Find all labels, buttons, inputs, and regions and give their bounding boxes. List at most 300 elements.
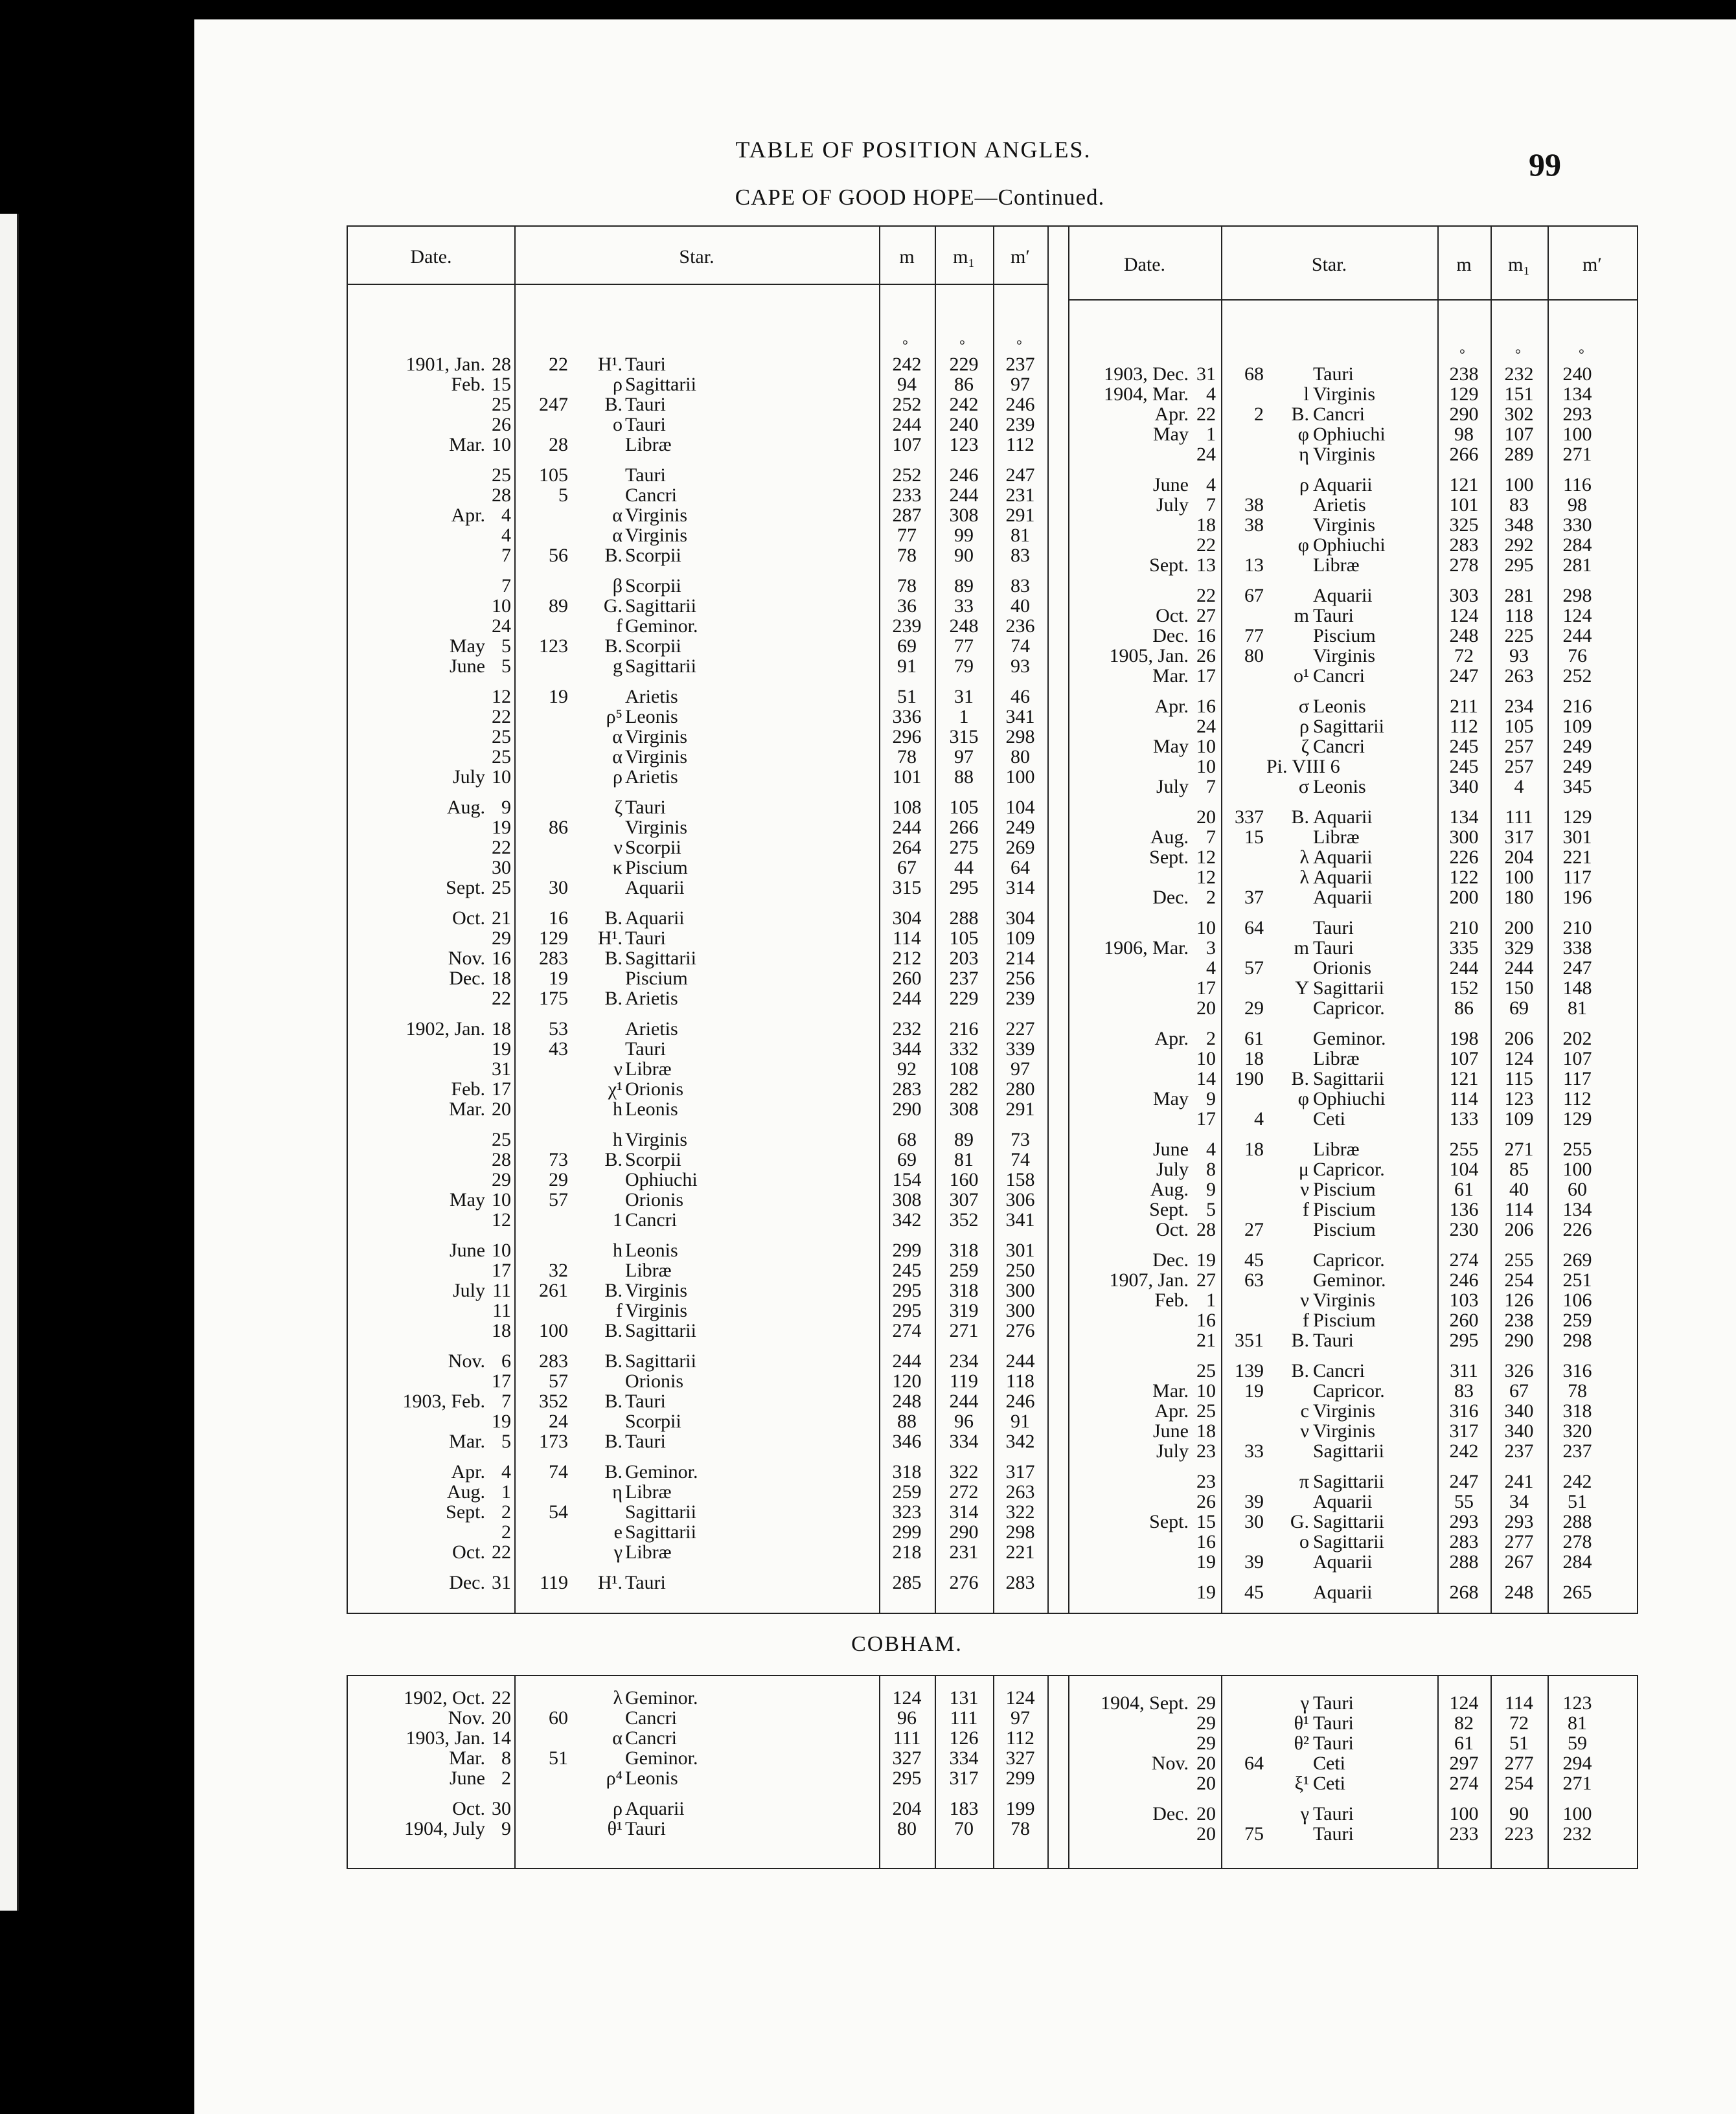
cell-date: July [452,766,485,788]
header-star-right: Star. [1311,254,1347,275]
cell-constellation: Virginis [625,817,687,838]
cell-mp: 51 [1568,1491,1587,1512]
cell-mp: 100 [1562,1159,1592,1180]
cell-constellation: Cancri [1313,1360,1365,1381]
cell-letter: B. [604,1461,622,1483]
cell-m: 121 [1449,474,1479,495]
cell-number: 129 [539,927,568,949]
cell-m: 244 [1449,957,1479,979]
cell-mp: 97 [1011,1058,1030,1080]
cell-letter: h [613,1240,622,1261]
cell-day: 20 [492,1707,511,1729]
cell-day: 28 [492,1149,511,1170]
cell-mp: 249 [1005,817,1035,838]
cell-m1: 99 [954,525,974,546]
cell-mp: 269 [1562,1249,1592,1271]
cell-day: 25 [492,394,511,415]
cell-number: 19 [549,686,568,707]
cell-m: 80 [897,1818,917,1839]
cell-number: 22 [549,354,568,375]
table-row [348,555,1637,575]
cell-m: 77 [897,525,917,546]
cell-day: 9 [501,1818,511,1839]
cell-m: 244 [892,988,922,1009]
cell-letter: B. [604,1320,622,1341]
cell-day: 29 [1196,1692,1216,1714]
cell-number: 86 [549,817,568,838]
cell-constellation: Virginis [1313,1290,1375,1311]
cell-letter: λ [613,1687,622,1709]
table-row [348,777,1637,797]
cell-number: 16 [549,907,568,929]
cell-m: 274 [1449,1773,1479,1794]
cell-date: Apr. [451,1461,485,1483]
cell-day: 22 [492,1541,511,1563]
cell-day: 10 [1196,736,1216,757]
cell-date: Feb. [451,374,485,395]
cell-constellation: Leonis [625,1767,678,1789]
cell-mp: 269 [1005,837,1035,858]
cell-date: Mar. [449,1098,485,1120]
cell-m1: 69 [1509,997,1529,1019]
cell-m1: 229 [949,988,979,1009]
cell-number: 247 [539,394,568,415]
cell-m: 285 [892,1572,922,1593]
cell-day: 11 [492,1280,511,1301]
cell-m: 226 [1449,847,1479,868]
cell-constellation: Geminor. [1313,1028,1386,1049]
cell-number: 105 [539,464,568,486]
cell-m1: 90 [954,545,974,566]
table-row [348,1250,1637,1270]
cell-mp: 255 [1562,1139,1592,1160]
cell-constellation: Tauri [1313,917,1354,938]
cell-letter: α [612,726,622,747]
header-m1-right: m₁ [1508,254,1530,275]
cell-mp: 116 [1563,474,1592,495]
cell-letter: h [613,1129,622,1150]
cell-number: 352 [539,1391,568,1412]
cell-constellation: Piscium [1313,1199,1376,1220]
cell-day: 16 [1196,1531,1216,1552]
cell-mp: 244 [1562,625,1592,646]
cell-m1: 89 [954,575,974,597]
cell-number: 60 [549,1707,568,1729]
cell-letter: B. [1291,1360,1309,1381]
cell-m: 78 [897,746,917,767]
cell-constellation: Tauri [625,464,666,486]
cell-date: Apr. [451,505,485,526]
cell-constellation: Arietis [625,686,678,707]
cell-letter: o [613,414,622,435]
cell-constellation: Tauri [1313,1823,1354,1845]
table-row [348,1049,1637,1069]
cell-m1: 254 [1504,1269,1534,1291]
cell-day: 12 [492,1209,511,1231]
cell-m: 274 [892,1320,922,1341]
cell-day: 16 [1196,625,1216,646]
cell-date: May [1153,736,1189,757]
cell-number: 51 [549,1747,568,1769]
cell-day: 12 [492,686,511,707]
cell-day: 2 [501,1501,511,1523]
table-row [348,1199,1637,1220]
cell-constellation: Piscium [1313,1179,1376,1200]
cell-day: 15 [492,374,511,395]
cell-day: 18 [492,968,511,989]
cell-m1: 126 [1504,1290,1534,1311]
cell-mp: 280 [1005,1078,1035,1100]
cell-m: 264 [892,837,922,858]
cell-m1: 83 [1509,494,1529,516]
cell-constellation: Virginis [625,525,687,546]
cell-m1: 150 [1504,977,1534,999]
cell-letter: G. [603,595,622,617]
cell-letter: o¹ [1294,665,1309,687]
cell-constellation: Geminor. [625,1687,698,1709]
cell-number: 38 [1244,514,1264,536]
cell-letter: θ² [1294,1733,1309,1754]
cell-letter: m [1294,605,1309,626]
cell-m1: 244 [1504,957,1534,979]
cell-number: 89 [549,595,568,617]
cell-letter: β [612,575,622,597]
cell-day: 17 [1196,977,1216,999]
cell-m: 111 [893,1727,921,1749]
cell-mp: 300 [1005,1300,1035,1321]
cell-m: 278 [1449,554,1479,576]
cell-date: June [450,1767,485,1789]
cell-letter: η [612,1481,622,1503]
cell-number: 13 [1244,554,1264,576]
table-row [348,1029,1637,1049]
cell-date: 1903, Jan. [405,1727,485,1749]
cell-constellation: Sagittarii [625,1501,696,1523]
cell-constellation: Tauri [1313,1803,1354,1824]
cell-day: 28 [492,484,511,506]
cell-m1: 124 [1504,1048,1534,1069]
cell-m1: 206 [1504,1219,1534,1240]
cell-mp: 46 [1011,686,1030,707]
cell-mp: 124 [1562,605,1592,626]
cell-letter: κ [612,857,622,878]
cell-constellation: Aquarii [625,1798,685,1819]
table-row [348,847,1637,867]
cell-m1: 232 [1504,363,1534,385]
cell-mp: 298 [1562,585,1592,606]
cell-letter: χ¹ [608,1078,622,1100]
cell-mp: 341 [1005,706,1035,727]
cell-letter: B. [604,1391,622,1412]
cell-constellation: Sagittarii [625,374,696,395]
cell-m1: 70 [954,1818,974,1839]
cell-letter: ρ [613,1798,622,1819]
cell-day: 24 [1196,444,1216,465]
cell-letter: Y [1295,977,1309,999]
cell-m1: 288 [949,907,979,929]
cell-date: Sept. [446,877,485,898]
table-row [348,1290,1637,1310]
cell-constellation: Tauri [625,1038,666,1060]
cell-day: 10 [492,1240,511,1261]
cell-mp: 129 [1562,806,1592,828]
cell-number: 63 [1244,1269,1264,1291]
cell-letter: B. [1291,403,1309,425]
cell-m1: 244 [949,484,979,506]
cell-m: 36 [897,595,917,617]
cell-mp: 316 [1562,1360,1592,1381]
cell-m: 78 [897,545,917,566]
cell-day: 17 [492,1370,511,1392]
cell-constellation: Sagittarii [1313,1471,1384,1492]
cell-m: 242 [1449,1440,1479,1462]
cell-number: 57 [549,1189,568,1210]
cell-constellation: Cancri [625,1727,677,1749]
cell-number: 38 [1244,494,1264,516]
cell-m1: 77 [954,635,974,657]
cell-number: 283 [539,1350,568,1372]
table-row [348,1441,1637,1461]
cell-date: May [1153,424,1189,445]
cell-constellation: Aquarii [1313,585,1373,606]
cell-mp: 330 [1562,514,1592,536]
cell-m1: 257 [1504,736,1534,757]
table-row [348,384,1637,404]
header-m-left: m [899,246,915,267]
cell-mp: 306 [1005,1189,1035,1210]
table-row [348,364,1637,384]
cell-number: 77 [1244,625,1264,646]
cell-day: 4 [501,505,511,526]
cell-m: 82 [1454,1712,1474,1734]
cell-letter: H¹. [597,927,622,949]
cell-mp: 298 [1005,1521,1035,1543]
cell-date: June [450,1240,485,1261]
cell-day: 19 [492,1411,511,1432]
cell-day: 4 [1206,474,1216,495]
degree-mark: ° [1515,346,1521,362]
table-row [348,827,1637,847]
cell-m1: 248 [949,615,979,637]
cell-constellation: Capricor. [1313,1380,1385,1402]
cell-m: 218 [892,1541,922,1563]
cell-constellation: Tauri [625,394,666,415]
cell-m1: 289 [1504,444,1534,465]
cell-m1: 241 [1504,1471,1534,1492]
cell-mp: 107 [1562,1048,1592,1069]
cell-constellation: Orionis [625,1370,683,1392]
cell-mp: 320 [1562,1420,1592,1442]
cell-m: 295 [892,1280,922,1301]
cell-letter: B. [604,1149,622,1170]
cell-m1: 200 [1504,917,1534,938]
cell-number: 56 [549,545,568,566]
cell-m: 86 [1454,997,1474,1019]
cell-mp: 301 [1005,1240,1035,1261]
cell-day: 27 [1196,605,1216,626]
cell-m1: 282 [949,1078,979,1100]
cell-day: 4 [501,525,511,546]
cell-day: 5 [501,1431,511,1452]
table-row [348,736,1637,756]
cell-constellation: Cancri [625,484,677,506]
cell-m: 154 [892,1169,922,1190]
cell-m: 252 [892,464,922,486]
cell-day: 25 [1196,1360,1216,1381]
cell-m: 67 [897,857,917,878]
cell-day: 10 [492,766,511,788]
cell-number: 61 [1244,1028,1264,1049]
cell-m: 96 [897,1707,917,1729]
cell-date: June [1153,1139,1189,1160]
cell-letter: ν [613,837,622,858]
cell-constellation: Ophiuchi [1313,534,1386,556]
cell-letter: B. [1291,1330,1309,1351]
cell-day: 14 [1196,1068,1216,1089]
cell-date: Feb. [1154,1290,1189,1311]
cell-mp: 81 [1568,1712,1587,1734]
cell-letter: B. [1291,806,1309,828]
cell-m1: 4 [1514,776,1524,797]
cell-constellation: Virginis [1313,383,1375,405]
cell-day: 7 [1206,776,1216,797]
cell-letter: ζ [1301,736,1309,757]
cell-date: 1901, Jan. [405,354,485,375]
cell-m1: 180 [1504,887,1534,908]
cell-constellation: Scorpii [625,1149,681,1170]
cell-day: 18 [492,1018,511,1040]
cell-day: 19 [1196,1582,1216,1603]
cell-letter: f [616,1300,622,1321]
cell-constellation: Tauri [625,927,666,949]
cell-mp: 83 [1011,575,1030,597]
cell-m: 303 [1449,585,1479,606]
cell-m: 233 [1449,1823,1479,1845]
cell-m1: 318 [949,1240,979,1261]
cell-m1: 72 [1509,1712,1529,1734]
cell-m1: 114 [1505,1199,1533,1220]
cell-number: 139 [1235,1360,1264,1381]
cell-m1: 206 [1504,1028,1534,1049]
table-row [348,585,1637,606]
cell-m1: 216 [949,1018,979,1040]
table-row [348,1753,1637,1773]
cell-letter: B. [604,907,622,929]
table-row [348,1492,1637,1512]
cell-constellation: Ceti [1313,1108,1345,1130]
cell-number: 2 [1254,403,1264,425]
cell-constellation: Sagittarii [1313,1440,1384,1462]
table-row [348,807,1637,827]
cell-m: 103 [1449,1290,1479,1311]
cell-letter: ζ [614,797,622,818]
cell-m1: 267 [1504,1551,1534,1573]
cell-day: 22 [492,837,511,858]
cell-day: 7 [1206,494,1216,516]
cell-number: 30 [1244,1511,1264,1532]
cell-mp: 109 [1562,716,1592,737]
cell-constellation: Tauri [625,1431,666,1452]
cell-date: Apr. [1154,403,1189,425]
cell-m1: 203 [949,948,979,969]
cell-letter: γ [613,1541,622,1563]
cell-date: 1904, July [404,1818,485,1839]
cell-constellation: Leonis [625,1240,678,1261]
cell-mp: 345 [1562,776,1592,797]
cell-constellation: Leonis [1313,776,1366,797]
cell-day: 20 [492,1098,511,1120]
cell-m: 300 [1449,826,1479,848]
cell-mp: 112 [1563,1088,1592,1109]
cell-number: 73 [549,1149,568,1170]
cell-constellation: Sagittarii [625,1521,696,1543]
cell-mp: 148 [1562,977,1592,999]
cell-m: 299 [892,1240,922,1261]
cell-mp: 93 [1011,655,1030,677]
cell-m: 94 [897,374,917,395]
cell-mp: 314 [1005,877,1035,898]
cell-letter: α [612,525,622,546]
cell-mp: 98 [1568,494,1587,516]
cell-letter: H¹. [597,354,622,375]
cell-letter: γ [1300,1803,1309,1824]
table-row [348,958,1637,978]
cell-day: 28 [1196,1219,1216,1240]
cell-m1: 93 [1509,645,1529,666]
cell-letter: ν [1300,1290,1309,1311]
cell-day: 4 [1206,1139,1216,1160]
cell-mp: 265 [1562,1582,1592,1603]
cell-mp: 252 [1562,665,1592,687]
cell-date: Oct. [452,1541,485,1563]
cell-date: Oct. [452,907,485,929]
cell-m: 246 [1449,1269,1479,1291]
table-row [348,646,1637,666]
cell-date: Sept. [1149,1511,1189,1532]
cell-date: Apr. [1154,696,1189,717]
cell-mp: 249 [1562,736,1592,757]
cell-number: 64 [1244,917,1264,938]
cell-mp: 117 [1563,1068,1592,1089]
cell-letter: ρ [1299,474,1309,495]
cell-letter: φ [1297,424,1309,445]
cell-day: 27 [1196,1269,1216,1291]
cell-m1: 277 [1504,1531,1534,1552]
cell-m: 295 [892,1300,922,1321]
table-row [348,1109,1637,1129]
table-row [348,515,1637,535]
cell-day: 18 [1196,1420,1216,1442]
cell-day: 1 [501,1481,511,1503]
cell-m: 252 [892,394,922,415]
cell-m1: 234 [1504,696,1534,717]
cell-constellation: Tauri [1313,937,1354,959]
cell-m: 283 [892,1078,922,1100]
cell-letter: α [612,505,622,526]
cell-day: 4 [1206,957,1216,979]
cell-mp: 291 [1005,505,1035,526]
header-mp-left: m′ [1011,246,1030,267]
cell-m1: 340 [1504,1420,1534,1442]
cell-m: 72 [1454,645,1474,666]
cell-mp: 293 [1562,403,1592,425]
cell-date: Apr. [1154,1400,1189,1422]
cell-date: Sept. [1149,847,1189,868]
cell-mp: 112 [1006,434,1034,455]
table-row [348,938,1637,958]
cell-m: 266 [1449,444,1479,465]
cell-m: 107 [892,434,922,455]
